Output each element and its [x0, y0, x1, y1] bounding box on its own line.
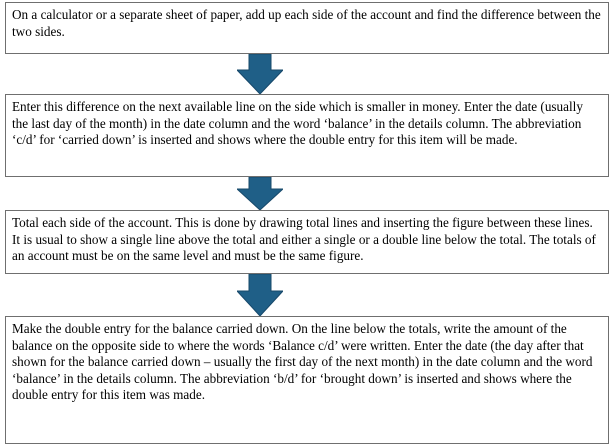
step-3-box [5, 210, 609, 274]
down-arrow-icon [237, 177, 283, 210]
step-3-text: Total each side of the account. This is done by drawing total lines and inserting the figure between these lines. It is usual to show a single line above the total and either a single or a double line below the total. The totals of an account must be on the same level and must be the same figure. [12, 215, 596, 264]
step-4-text: Make the double entry for the balance carried down. On the line below the totals, write the amount of the balance on the opposite side to where the words ‘Balance c/d’ were written. Enter the date (the day after that shown for the balance carried down – usually the first day of the next month) in the date column and the word ‘balance’ in the details column. The abbreviation ‘b/d’ for ‘brought down’ is inserted and shows where the double entry for this item was made. [12, 321, 593, 403]
down-arrow-icon [237, 54, 283, 94]
step-2-box [5, 94, 609, 177]
step-2-text: Enter this difference on the next available line on the side which is smaller in money. Enter the date (usually the last day of the month) in the date column and the word ‘balance’ in the details column. The abbreviation ‘c/d’ for ‘carried down’ is inserted and shows where the double entry for this item will be made. [12, 99, 583, 148]
down-arrow-icon [237, 274, 283, 316]
step-1-box [5, 2, 609, 54]
step-1-text: On a calculator or a separate sheet of paper, add up each side of the account and find the difference between the two sides. [12, 7, 601, 39]
step-4-box [5, 316, 609, 444]
